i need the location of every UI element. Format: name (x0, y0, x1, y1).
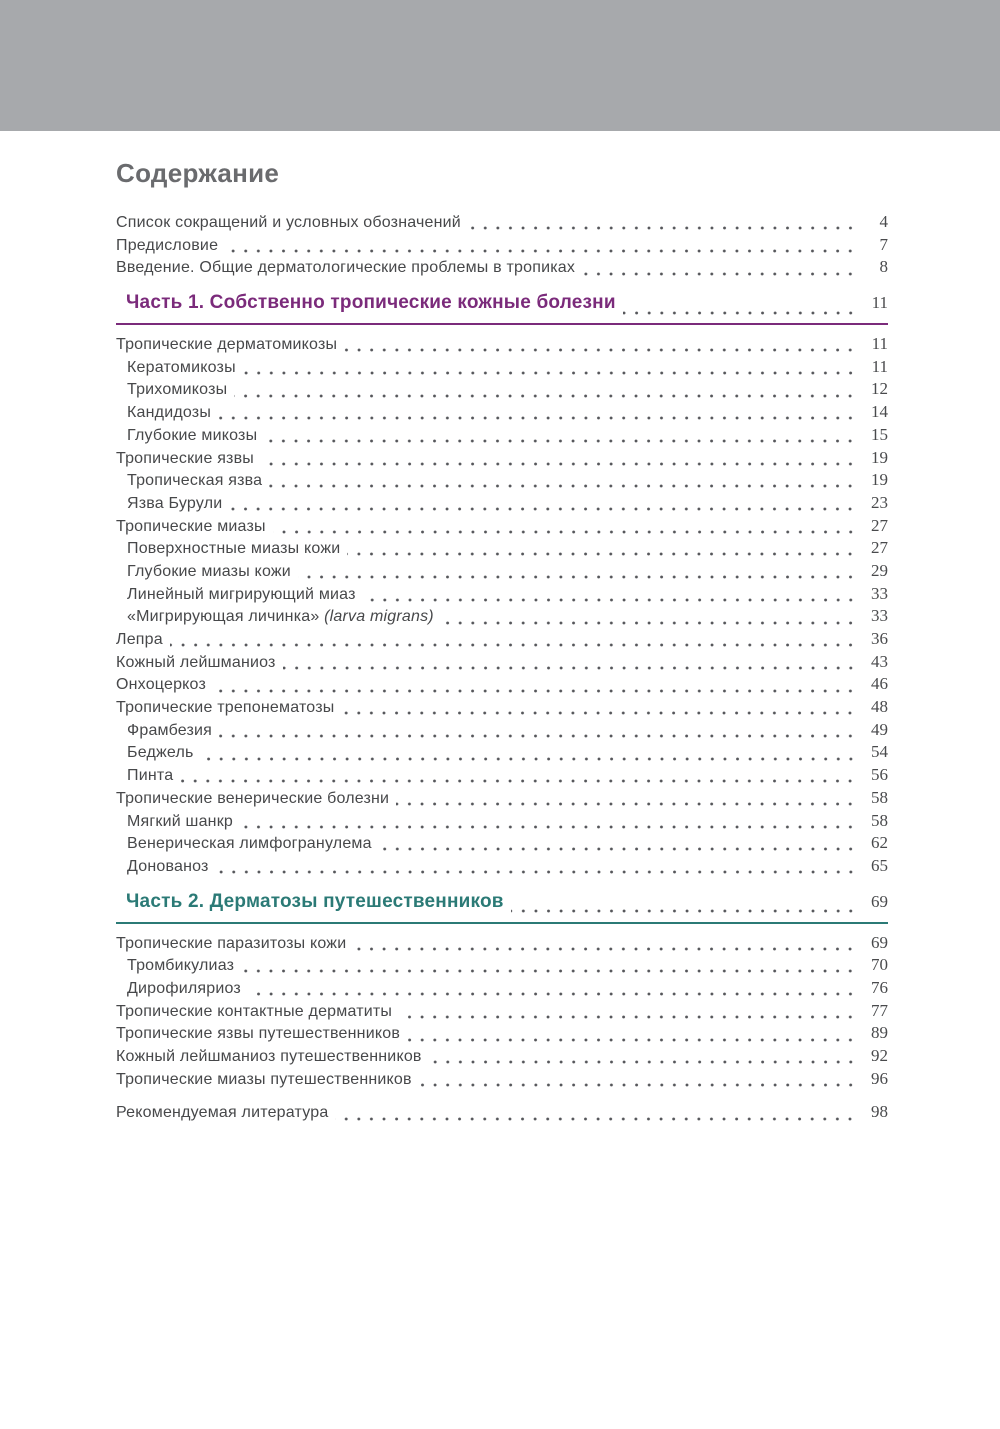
toc-entry-page: 69 (871, 932, 888, 952)
toc-entry-label (116, 336, 337, 354)
toc-entry-page: 4 (879, 212, 888, 231)
dot-leader (241, 969, 861, 973)
dot-leader (347, 552, 861, 556)
toc-entry-text: Мягкий шанкр (127, 812, 234, 830)
toc-entry-page: 43 (871, 651, 888, 671)
toc-entry-text: Тропические миазы путешественников (116, 1070, 412, 1088)
toc-entry-page: 96 (871, 1068, 888, 1088)
dot-leader (219, 734, 861, 738)
toc-entry-page: 15 (871, 424, 888, 444)
toc-entry-text: Предисловие (116, 236, 219, 254)
toc-entry-label (116, 790, 389, 808)
toc-entry-page: 33 (871, 583, 888, 603)
toc-entry-text: Тропические язвы путешественников (116, 1025, 401, 1043)
toc-entry-text: Донованоз (127, 857, 209, 875)
toc-entry-label (127, 858, 209, 876)
dot-leader (582, 272, 861, 276)
toc-entry (116, 1069, 888, 1092)
toc-entry-text: Беджель (127, 744, 194, 762)
toc-entry-label (127, 957, 234, 975)
toc-entry-text: Пинта (127, 767, 174, 785)
toc-entry-text: Тропическая язва (127, 472, 263, 490)
toc-entry-text: Тропические венерические болезни (116, 789, 390, 807)
toc-entry-text: Кожный лейшманиоз путешественников (116, 1048, 422, 1065)
toc-entry-label (127, 767, 173, 785)
toc-entry (116, 856, 888, 879)
toc-entry-text: Тропические миазы (116, 517, 266, 535)
toc-entry-page: 98 (871, 1102, 888, 1122)
toc-entry-label (127, 744, 194, 762)
toc-entry (116, 652, 888, 675)
toc-entry (116, 765, 888, 788)
toc-part-entries (116, 933, 888, 1092)
toc-entry-page: 56 (871, 765, 888, 785)
dot-leader (407, 1038, 861, 1042)
toc-entry-text: Тропические язвы (116, 449, 254, 467)
toc-entry-text: Трихомикозы (127, 381, 228, 399)
toc-entry-page: 27 (871, 515, 888, 535)
dot-leader (201, 757, 861, 761)
toc-entry-page: 54 (871, 742, 888, 762)
toc-entry (116, 379, 888, 402)
page-header-band (0, 0, 1000, 131)
toc-entry (116, 978, 888, 1001)
toc-entry (116, 697, 888, 720)
toc-entry (116, 493, 888, 516)
toc-part-entries (116, 334, 888, 879)
part-accent-rule (116, 323, 888, 325)
toc-entry (116, 955, 888, 978)
toc-entry-page: 58 (871, 787, 888, 807)
toc-entry-text: Кандидозы (127, 404, 212, 422)
dot-leader (399, 1015, 861, 1019)
toc-entry (116, 538, 888, 561)
toc-entry-text: Тропические паразитозы кожи (116, 934, 347, 952)
toc-entry-text: Тромбикулиаз (127, 957, 235, 975)
toc-entry-page: 77 (871, 1000, 888, 1020)
toc-part-page: 69 (871, 891, 888, 911)
toc-entry-label (116, 1071, 412, 1089)
toc-part-heading-row (116, 292, 888, 319)
toc-entry-text: Глубокие миазы кожи (127, 562, 291, 580)
toc-entry (116, 257, 888, 280)
toc-entry-label (127, 563, 291, 581)
dot-leader (344, 348, 861, 352)
toc-entry (116, 933, 888, 956)
toc-entry-label (116, 214, 461, 232)
toc-entry-label (116, 676, 206, 694)
toc-entry-text: Список сокращений и условных обозначений (116, 214, 461, 231)
toc-entry-label (116, 450, 254, 468)
dot-leader (264, 439, 861, 443)
toc-entry-page: 70 (871, 955, 888, 975)
toc-entry (116, 235, 888, 258)
toc-entry (116, 516, 888, 539)
toc-entry-label (116, 518, 266, 536)
toc-entry-page: 11 (871, 356, 888, 376)
toc-entry-label (116, 654, 276, 672)
toc-part-section (116, 891, 888, 1092)
toc-entry-label (127, 980, 241, 998)
dot-leader (225, 249, 861, 253)
toc-entry-text: Линейный мигрирующий миаз (127, 585, 356, 603)
dot-leader (335, 1117, 861, 1121)
dot-leader (353, 947, 861, 951)
toc-entry-label (127, 427, 257, 445)
toc-part-title: Часть 2. Дерматозы путешественников (126, 890, 504, 912)
toc-entry (116, 1046, 888, 1069)
toc-entry-text: Поверхностные миазы кожи (127, 540, 341, 558)
dot-leader (170, 643, 861, 647)
toc-entry-text: Кератомикозы (127, 358, 236, 376)
dot-leader (229, 507, 861, 511)
toc-entry-page: 8 (879, 257, 888, 277)
toc-entry-page: 76 (871, 977, 888, 997)
toc-entry-label (116, 699, 334, 717)
toc-entry (116, 584, 888, 607)
toc-entry-page: 12 (871, 379, 888, 399)
dot-leader (341, 711, 861, 715)
dot-leader (379, 847, 861, 851)
toc-entry-page: 62 (871, 833, 888, 853)
toc-entry-page: 27 (871, 538, 888, 558)
toc-entry (116, 1102, 888, 1125)
toc-back-matter (116, 1102, 888, 1125)
dot-leader (283, 666, 861, 670)
toc-part-page: 11 (871, 293, 888, 313)
toc-entry (116, 742, 888, 765)
dot-leader (273, 530, 861, 534)
dot-leader (216, 870, 861, 874)
toc-entry-text: Венерическая лимфогранулема (127, 835, 372, 853)
toc-entry-text: «Мигрирующая личинка» (127, 608, 325, 626)
toc-part-heading-row (116, 891, 888, 918)
toc-entry (116, 833, 888, 856)
toc-entry-label (127, 381, 227, 399)
toc-entry-page: 92 (871, 1046, 888, 1065)
toc-entry-page: 7 (879, 234, 888, 254)
toc-entry-text: Введение. Общие дерматологические проблемы в тропиках (116, 259, 576, 277)
dot-leader (240, 825, 861, 829)
page-title: Содержание (116, 158, 280, 188)
dot-leader (298, 575, 861, 579)
toc-entry-label (116, 237, 218, 255)
toc-entry-page: 29 (871, 560, 888, 580)
toc-entry-text: Тропические контактные дерматиты (116, 1002, 393, 1020)
toc-entry-text: Язва Бурули (127, 494, 223, 512)
toc-entry-page: 89 (871, 1023, 888, 1043)
toc-entry (116, 629, 888, 652)
toc-entry-label (116, 935, 346, 953)
toc-entry (116, 357, 888, 380)
dot-leader (363, 598, 861, 602)
toc-part-section (116, 292, 888, 879)
dot-leader (234, 394, 861, 398)
toc-entry (116, 470, 888, 493)
toc-entry-label (127, 359, 236, 377)
toc-entry-text: Рекомендуемая литература (116, 1104, 329, 1122)
toc-entry (116, 334, 888, 357)
toc-entry-label (127, 608, 434, 626)
toc-entry-text: Тропические дерматомикозы (116, 336, 338, 354)
toc-entry-label (127, 472, 262, 490)
toc-entry-label (116, 631, 163, 649)
toc-entry (116, 448, 888, 471)
toc-entry-label (116, 1104, 328, 1122)
toc-page (116, 158, 888, 1125)
toc-entry-label (116, 1048, 422, 1066)
toc-entry-page: 19 (871, 470, 888, 490)
dot-leader (261, 462, 861, 466)
toc-entry-page: 46 (871, 674, 888, 694)
toc-entry-text: Кожный лейшманиоз (116, 653, 276, 671)
part-accent-rule (116, 922, 888, 924)
dot-leader (243, 371, 861, 375)
toc-entry-page: 11 (871, 334, 888, 354)
dot-leader (511, 909, 861, 913)
dot-leader (441, 621, 861, 625)
toc-entry-text: Лепра (116, 631, 163, 648)
toc-entry-label (127, 540, 340, 558)
toc-entry-page: 19 (871, 447, 888, 467)
toc-entry-page: 65 (871, 855, 888, 875)
toc-entry-label (127, 722, 212, 740)
toc-entry-text: Онхоцеркоз (116, 676, 207, 694)
toc-entry-page: 36 (871, 629, 888, 648)
toc-entry-page: 49 (871, 719, 888, 739)
toc-entry-text: Глубокие микозы (127, 426, 258, 444)
toc-entry-text-italic: (larva migrans) (324, 608, 434, 626)
toc-entry (116, 425, 888, 448)
dot-leader (180, 779, 861, 783)
dot-leader (218, 416, 861, 420)
toc-entry (116, 720, 888, 743)
toc-entry-page: 14 (871, 402, 888, 422)
toc-entry (116, 561, 888, 584)
toc-entry (116, 811, 888, 834)
toc-entry-label (127, 835, 372, 853)
toc-entry-label (127, 813, 233, 831)
toc-entry-page: 33 (871, 606, 888, 626)
toc-entry (116, 606, 888, 629)
toc-entry-label (127, 495, 222, 513)
dot-leader (396, 802, 861, 806)
toc-entry-label (116, 1025, 400, 1043)
dot-leader (429, 1060, 861, 1064)
toc-entry (116, 674, 888, 697)
toc-entry-text: Фрамбезия (127, 721, 213, 739)
toc-entry-label (116, 259, 575, 277)
toc-entry-page: 58 (871, 810, 888, 830)
toc-entry-text: Тропические трепонематозы (116, 699, 335, 717)
toc-entry-label (127, 586, 356, 604)
toc-entry (116, 1023, 888, 1046)
toc-entry (116, 212, 888, 235)
dot-leader (213, 689, 861, 693)
toc-entry-page: 48 (871, 697, 888, 717)
dot-leader (419, 1083, 861, 1087)
toc-entry-label (127, 404, 211, 422)
toc-entry-page: 23 (871, 492, 888, 512)
toc-entry (116, 788, 888, 811)
toc-entry-label (116, 1003, 392, 1021)
dot-leader (623, 311, 861, 315)
table-of-contents (116, 212, 888, 1125)
toc-entry-text: Дирофиляриоз (127, 979, 241, 997)
toc-part-title: Часть 1. Собственно тропические кожные болезни (126, 292, 616, 314)
dot-leader (468, 226, 861, 230)
dot-leader (269, 484, 861, 488)
dot-leader (248, 992, 861, 996)
toc-entry (116, 402, 888, 425)
toc-entry (116, 1001, 888, 1024)
